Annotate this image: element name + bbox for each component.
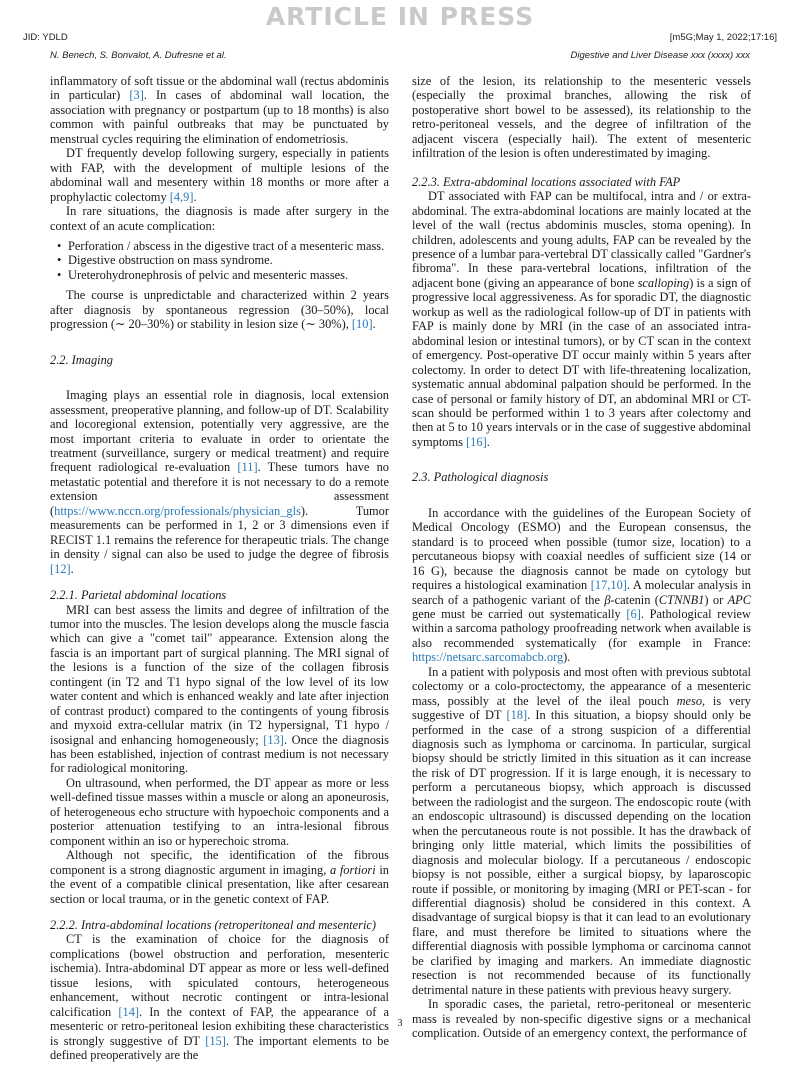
nccn-link[interactable]: https://www.nccn.org/professionals/physician_gls <box>54 503 301 518</box>
citation-link[interactable]: [3] <box>129 88 144 103</box>
citation-link[interactable]: [16] <box>466 434 487 449</box>
citation-link[interactable]: [17,10] <box>590 578 627 593</box>
list-item: • Digestive obstruction on mass syndrome. <box>50 253 389 267</box>
page-number: 3 <box>397 1018 403 1029</box>
article-in-press-banner: ARTICLE IN PRESS <box>265 2 535 31</box>
paragraph: CT is the examination of choice for the diagnosis of complications (bowel obstruction and perforation, mesenteric ischemia). Intra-abdominal DT appear as more or less well-defined tissue lesions, with spiculated contours, heterogeneous enhancement, without necrotic contingent or intra-lesional calcification [14]. In the context of FAP, the appearance of a mesenteric or retro-peritoneal lesion exhibiting these characteristics is strongly suggestive of DT [15]. The important elements to be defined preoperatively are the <box>50 932 389 1063</box>
paragraph: In rare situations, the diagnosis is made after surgery in the context of an acute complication: <box>50 204 389 233</box>
citation-link[interactable]: [12] <box>50 561 71 576</box>
subsection-heading: 2.2.3. Extra-abdominal locations associated with FAP <box>412 174 681 189</box>
section-heading: 2.3. Pathological diagnosis <box>412 470 549 485</box>
version-meta: [m5G;May 1, 2022;17:16] <box>669 32 777 43</box>
paragraph: DT frequently develop following surgery, especially in patients with FAP, with the development of multiple lesions of the abdominal wall and mesentery within 18 months or more after a prophylactic colectomy [4,9]. <box>50 146 389 204</box>
list-item: • Perforation / abscess in the digestive tract of a mesenteric mass. <box>50 239 389 253</box>
paragraph: DT associated with FAP can be multifocal, intra and / or extra-abdominal. The extra-abdominal locations are mainly located at the level of the wall (rectus abdominis muscles, stoma opening). In children, adolescents and young adults, FAP can be revealed by the presence of a lumbar para-vertebral DT classically called "Gardner's fibroma". In these para-vertebral locations, infiltration of the adjacent bone (giving an appearance of bone scalloping) is a sign of progressive local aggressiveness. As for sporadic DT, the diagnostic workup as well as the radiological follow-up of DT in patients with FAP is mainly done by MRI (in the case of an associated intra-abdominal lesion or intestinal tumors), or by CT scan in the context of emergency. Post-operative DT occur mainly within 5 years after colectomy. In order to detect DT with life-threatening localization, systematic annual abdominal palpation should be performed. In the case of personal or family history of DT, an abdominal MRI or CT-scan should be performed within 1 to 3 years after colectomy and then at 5 to 10 years intervals or in the case of suggestive abdominal symptoms [16]. <box>412 189 751 449</box>
citation-link[interactable]: [15] <box>205 1033 226 1048</box>
left-column <box>50 74 389 1063</box>
right-column <box>412 74 751 1041</box>
paragraph: Imaging plays an essential role in diagnosis, local extension assessment, preoperative planning, and follow-up of DT. Scalability and locoregional extension, potentially very aggressive, are the most important criteria to evaluate in order to orientate the treatment (surveillance, surgery or medical treatment) and require frequent radiological re-evaluation [11]. These tumors have no metastatic potential and therefore it is not necessary to do a remote extension assessment (https://www.nccn.org/professionals/physician_gls). Tumor measurements can be performed in 1, 2 or 3 dimensions even if RECIST 1.1 remains the reference for therapeutic trials. The change in density / signal can also be used to judge the degree of fibrosis [12]. <box>50 388 389 576</box>
paragraph: In accordance with the guidelines of the European Society of Medical Oncology (ESMO) and the European consensus, the standard is to proceed when possible (tumor size, location) to a percutaneous biopsy with coaxial needles of sufficient size (14 or 16 G), because the diagnosis cannot be made on cytology but requires a histological examination [17,10]. A molecular analysis in search of a pathogenic variant of the β-catenin (CTNNB1) or APC gene must be carried out systematically [6]. Pathological review within a sarcoma pathology proofreading network when available is also recommended systematically (for example in France: https://netsarc.sarcomabcb.org). <box>412 505 751 665</box>
citation-link[interactable]: [13] <box>263 732 284 747</box>
citation-link[interactable]: [18] <box>506 708 528 723</box>
paragraph: In a patient with polyposis and most often with previous subtotal colectomy or a colo-proctectomy, the appearance of a mesenteric mass, possibly at the level of the ileal pouch meso, is very suggestive of DT [18]. In this situation, a biopsy should only be performed in the case of a strong suspicion of a differential diagnosis such as lymphoma or carcinoma. In particular, surgical biopsy should be strictly limited in this situation as it can increase the risk of DT progression. If it is large enough, it is necessary to perform a percutaneous biopsy, which approach is discussed between the radiologist and the surgeon. The endoscopic route (with an endoscopic ultrasound) is discussed depending on the location when the percutaneous route is not possible. It has the drawback of bringing only little material, which limits the possibilities of diagnosis and molecular biology. If a percutaneous / endoscopic biopsy is not possible, either a surgical biopsy, by laparoscopic route if possible, or monitoring by imaging (MRI or PET-scan - for differential diagnosis) sholud be considered in this context. A disadvantage of surgical biopsy is that it can lead to an evolutionary flare, and must therefore be limited to situations where the differential diagnosis with possible lymphoma or carcinoma cannot be clarified by imaging and markers. An immediate diagnostic resection is not recommended because of its functionally detrimental nature in these patients with previous heavy surgery. <box>412 664 751 997</box>
paragraph: Although not specific, the identification of the fibrous component is a strong diagnostic argument in imaging, a fortiori in the event of a compatible clinical presentation, like after cesarean section or local trauma, or in the genetic context of FAP. <box>50 848 389 906</box>
subsection-heading: 2.2.1. Parietal abdominal locations <box>50 588 227 603</box>
paragraph: In sporadic cases, the parietal, retro-peritoneal or mesenteric mass is revealed by non-specific digestive signs or a mechanical complication. Outside of an emergency context, the performance of <box>412 997 751 1041</box>
running-journal: Digestive and Liver Disease xxx (xxxx) xxx <box>570 50 750 61</box>
running-authors: N. Benech, S. Bonvalot, A. Dufresne et al. <box>50 50 227 61</box>
citation-link[interactable]: [14] <box>118 1004 140 1019</box>
citation-link[interactable]: [4,9] <box>169 189 194 204</box>
paragraph: On ultrasound, when performed, the DT appear as more or less well-defined tissue masses within a muscle or along an aponeurosis, of heterogeneous echo structure with hypoechoic components and a posterior attenuation testifying to an intra-lesional fibrous component within an iso or hyperechoic stroma. <box>50 775 389 848</box>
section-heading: 2.2. Imaging <box>50 352 113 367</box>
paragraph: MRI can best assess the limits and degree of infiltration of the tumor into the muscles. The lesion develops along the muscle fascia which can give a "comet tail" appearance. Extension along the fascia is an important part of surgical planning. The MRI signal of the lesions is a function of the size of the collagen fibrosis contingent (in T2 and T1 hypo signal of the low level of its low water content and which is enhanced weakly and late after injection of contrast product) compared to the contingents of young fibrosis and myxoid extra-cellular matrix (in T2 hypersignal, T1 hypo / isosignal and enhancing homogeneously; [13]. Once the diagnosis has been established, injection of contrast medium is not necessary for radiological monitoring. <box>50 602 389 776</box>
journal-id: JID: YDLD <box>23 32 68 43</box>
paragraph: The course is unpredictable and characterized within 2 years after diagnosis by spontaneous regression (30–50%), local progression (∼ 20–30%) or stability in lesion size (∼ 30%), [10]. <box>50 288 389 332</box>
citation-link[interactable]: [11] <box>237 460 258 475</box>
paragraph: inflammatory of soft tissue or the abdominal wall (rectus abdominis in particular) [3]. In cases of abdominal wall location, the association with pregnancy or postpartum (up to 18 months) is also common with painful outbreaks that may be punctuated by menstrual cycles requiring the elimination of endometriosis. <box>50 74 389 146</box>
list-item: • Ureterohydronephrosis of pelvic and mesenteric masses. <box>50 268 389 282</box>
citation-link[interactable]: [10] <box>351 317 373 332</box>
subsection-heading: 2.2.2. Intra-abdominal locations (retroperitoneal and mesenteric) <box>50 918 377 933</box>
complication-list <box>50 239 389 282</box>
paragraph: size of the lesion, its relationship to the mesenteric vessels (especially the proximal branches, allowing the risk of postoperative short bowel to be assessed), its relationship to the retro-peritoneal vessels, and the degree of infiltration of the adjacent viscera (especially hail). The extent of mesenteric infiltration of the lesion is often underestimated by imaging. <box>412 74 751 161</box>
citation-link[interactable]: [6] <box>626 606 641 621</box>
netsarc-link[interactable]: https://netsarc.sarcomabcb.org <box>412 650 564 665</box>
